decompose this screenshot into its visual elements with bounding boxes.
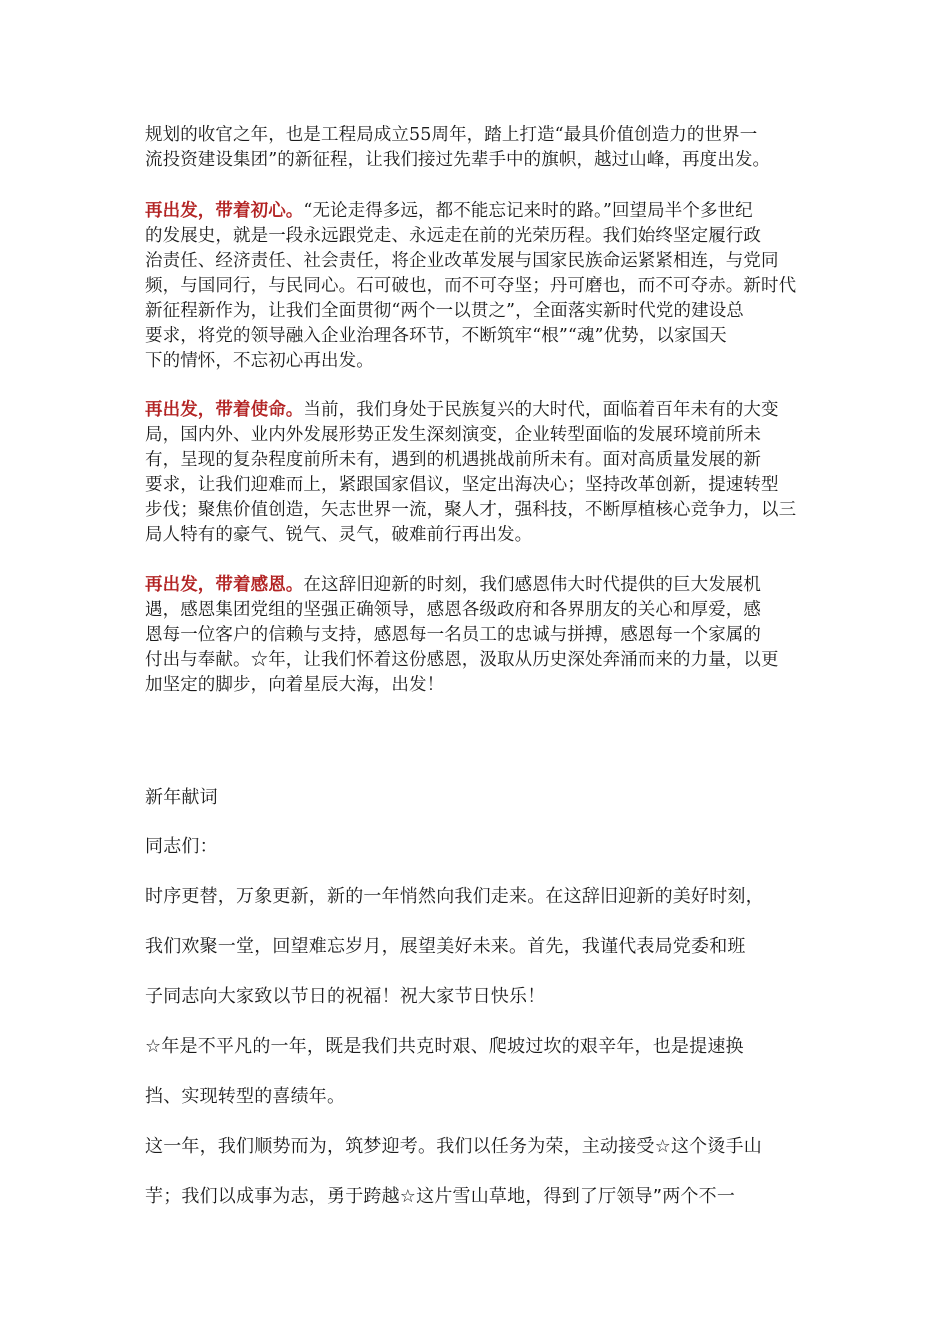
section1-text: “无论走得多远，都不能忘记来时的路。”回望局半个多世纪 <box>303 201 753 221</box>
section2-first-line <box>145 398 825 423</box>
section3-first-line <box>145 573 825 598</box>
speech-line: ☆年是不平凡的一年，既是我们共克时艰、爬坡过坎的艰辛年，也是提速换 <box>145 1036 744 1057</box>
section1-line: 治责任、经济责任、社会责任，将企业改革发展与国家民族命运紧紧相连，与党同 <box>145 251 779 271</box>
speech-line: 挡、实现转型的喜绩年。 <box>145 1086 346 1107</box>
section3-line: 遇，感恩集团党组的坚强正确领导，感恩各级政府和各界朋友的关心和厚爱，感 <box>145 600 761 620</box>
section2-line: 步伐；聚焦价值创造，矢志世界一流，聚人才，强科技，不断厚植核心竞争力，以三 <box>145 500 797 520</box>
section2-text: 当前，我们身处于民族复兴的大时代，面临着百年未有的大变 <box>303 400 779 420</box>
section3-line: 恩每一位客户的信赖与支持，感恩每一名员工的忠诚与拼搏，感恩每一个家属的 <box>145 625 761 645</box>
section2-line: 局，国内外、业内外发展形势正发生深刻演变，企业转型面临的发展环境前所未 <box>145 425 761 445</box>
intro-line: 流投资建设集团”的新征程，让我们接过先辈手中的旗帜，越过山峰，再度出发。 <box>145 150 771 170</box>
section2-line: 要求，让我们迎难而上，紧跟国家倡议，坚定出海决心；坚持改革创新，提速转型 <box>145 475 779 495</box>
speech-line: 我们欢聚一堂，回望难忘岁月，展望美好未来。首先，我谨代表局党委和班 <box>145 936 746 957</box>
section2-line: 有，呈现的复杂程度前所未有，遇到的机遇挑战前所未有。面对高质量发展的新 <box>145 450 761 470</box>
section2-heading: 再出发，带着使命。 <box>145 400 304 420</box>
section1-line: 的发展史，就是一段永远跟党走、永远走在前的光荣历程。我们始终坚定履行政 <box>145 226 761 246</box>
section1-heading: 再出发，带着初心。 <box>145 201 304 221</box>
intro-line: 规划的收官之年，也是工程局成立55周年，踏上打造“最具价值创造力的世界一 <box>145 125 758 145</box>
section2-line: 局人特有的豪气、锐气、灵气，破难前行再出发。 <box>145 525 533 545</box>
section3-line: 加坚定的脚步，向着星辰大海，出发！ <box>145 675 445 695</box>
section3-heading: 再出发，带着感恩。 <box>145 575 304 595</box>
section1-line: 新征程新作为，让我们全面贯彻“两个一以贯之”，全面落实新时代党的建设总 <box>145 301 744 321</box>
section3-text: 在这辞旧迎新的时刻，我们感恩伟大时代提供的巨大发展机 <box>303 575 762 595</box>
speech-greeting: 同志们： <box>145 836 218 857</box>
speech-line: 芋；我们以成事为志，勇于跨越☆这片雪山草地，得到了厅领导”两个不一 <box>145 1186 736 1207</box>
speech-title: 新年献词 <box>145 787 218 808</box>
speech-line: 这一年，我们顺势而为，筑梦迎考。我们以任务为荣，主动接受☆这个烫手山 <box>145 1136 762 1157</box>
section1-first-line <box>145 199 825 224</box>
speech-line: 子同志向大家致以节日的祝福！祝大家节日快乐！ <box>145 986 546 1007</box>
speech-line: 时序更替，万象更新，新的一年悄然向我们走来。在这辞旧迎新的美好时刻， <box>145 886 764 907</box>
section1-line: 要求，将党的领导融入企业治理各环节，不断筑牢“根”“魂”优势，以家国天 <box>145 326 727 346</box>
section3-line: 付出与奉献。☆年，让我们怀着这份感恩，汲取从历史深处奔涌而来的力量，以更 <box>145 650 779 670</box>
section1-line: 频，与国同行，与民同心。石可破也，而不可夺坚；丹可磨也，而不可夺赤。新时代 <box>145 276 797 296</box>
section1-line: 下的情怀，不忘初心再出发。 <box>145 351 374 371</box>
